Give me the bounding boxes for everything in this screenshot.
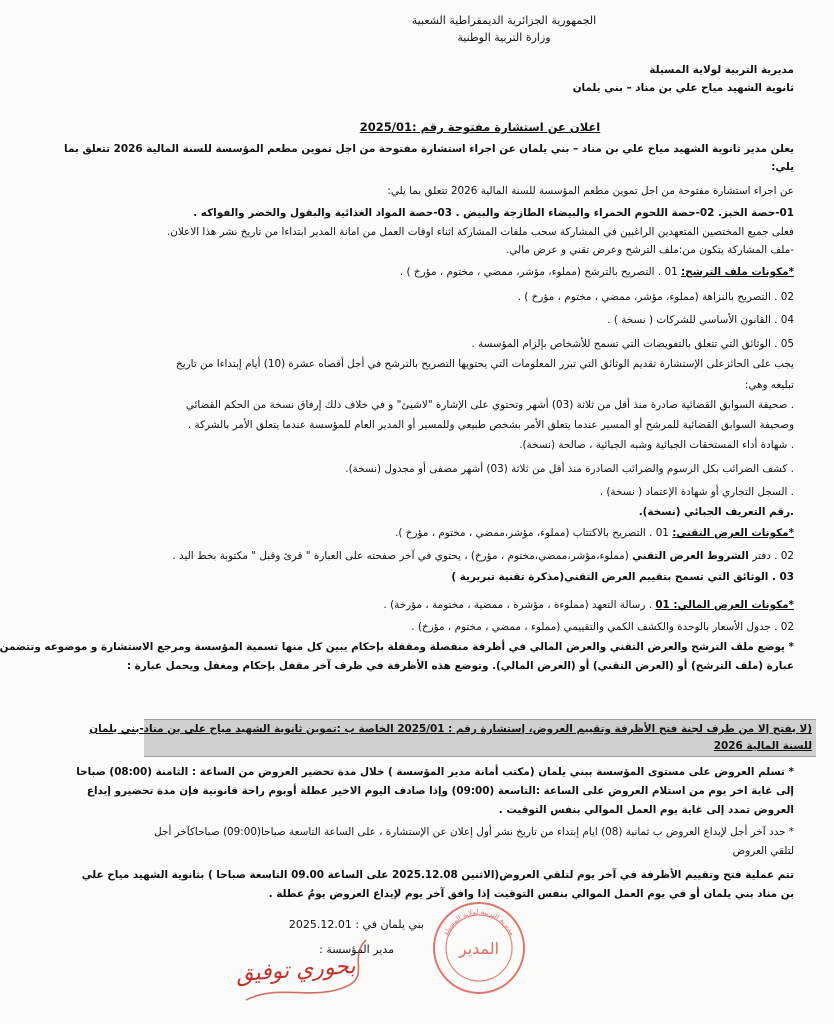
receive-line-2: إلى غاية اخر يوم من استلام العروض على الساعة :التاسعة (09:00) وإذا صادف اليوم الاخير عطلة أوبوم راحة قانونية فإن مدة تحضيرو إيداع bbox=[86, 785, 794, 797]
stamp-ring-text: مديرية التربية لولاية المسيلة bbox=[441, 907, 517, 937]
envelope-line-2: عبارة (ملف الترشح) أو (العرض التقني) أو (العرض المالي). وتوضع هذه الأظرفة في ظرف آخر مقفل بإحكام ومغفل ويحمل عبارة : bbox=[126, 660, 794, 672]
file-consists-line: -ملف المشاركة يتكون من:ملف الترشح وعرض تقني و عرض مالي. bbox=[506, 244, 794, 256]
candidacy-item-01: 01 . التصريح بالترشح (مملوء، مؤشر، ممضي ، مختوم ، مؤرخ ) . bbox=[399, 266, 678, 278]
financial-heading: *مكونات العرض المالي: 01 bbox=[655, 599, 794, 611]
candidacy-item-04: 04 . القانون الأساسي للشركات ( نسخة ) . bbox=[607, 314, 794, 326]
announcement-title: اعلان عن استشارة مفتوحة رقم :2025/01 bbox=[359, 120, 601, 134]
technical-items-1 bbox=[146, 526, 794, 541]
technical-item-02 bbox=[146, 549, 794, 564]
envelope-line-1: * يوضع ملف الترشح والعرض التقني والعرض المالي في أظرفة منفصلة ومقفلة بإحكام يبين كل منها تسمية المؤسسة ومرجع الاستشارة و موضوعه وتتضمن bbox=[0, 641, 794, 653]
doc-line-1: . صحيفة السوابق القضائية صادرة منذ أقل من ثلاثة (03) أشهر وتحتوي على الإشارة "لاشيئ" و في خلاف ذلك إرفاق نسخة من الحكم القضائي bbox=[185, 399, 794, 411]
receive-line-1: * تسلم العروض على مستوى المؤسسة ببني يلمان (مكتب أمانة مدير المؤسسة ) خلال مدة تحضير العروض من الساعة : الثامنة (08:00) صباحا bbox=[76, 766, 794, 778]
opening-line-1: تتم عملية فتح وتقييم الأظرفة في آخر يوم لتلقي العروض(الاثنين 2025.12.08 على الساعة 09.00 التاسعة صباحا ) بثانوية الشهيد مياح علي bbox=[81, 869, 794, 881]
school-line: ثانوية الشهيد مياح علي بن مناد – بني يلمان bbox=[572, 82, 794, 94]
doc-line-2: وصحيفة السوابق القضائية للمرشح أو المسير عندما يتعلق الأمر بشخص طبيعي وللمسير أو المدير العام للمؤسسة عندما يتعلق الأمر بالشركة . bbox=[187, 419, 794, 431]
directorate-line: مديرية التربية لولاية المسيلة bbox=[649, 64, 794, 76]
technical-item-03: 03 . الوثائق التي تسمح بتقييم العرض التقني(مذكرة تقنية تبريرية ) bbox=[451, 571, 794, 583]
intro-line-2: يلي: bbox=[771, 161, 794, 173]
doc-line-4: . كشف الضرائب بكل الرسوم والضرائب الصادرة منذ أقل من ثلاثة (03) أشهر مصفى أو مجدول (نسخة). bbox=[345, 463, 794, 475]
doc-line-3: . شهادة أداء المستحقات الجبائية وشبه الجبائية ، صالحة (نسخة). bbox=[519, 439, 794, 451]
technical-item-02-bold: الشروط العرض التقني bbox=[632, 550, 753, 562]
financial-item-02: 02 . جدول الأسعار بالوحدة والكشف الكمي والتقييمي (مملوء ، ممضي ، مختوم ، مؤرخ) . bbox=[411, 621, 794, 633]
handwritten-signature: بحوري توفيق bbox=[235, 953, 357, 988]
financial-item-01: . رسالة التعهد (مملوءة ، مؤشرة ، ممضية ، مختومة ، مؤرخة) . bbox=[383, 599, 653, 611]
deadline-line-1: * حدد آخر أجل لإيداع العروض ب ثمانية (08) ايام إبتداء من تاريخ نشر أول إعلان عن الإستشارة ، على الساعة التاسعة صباحا(09:00) صباحاكآخر أجل bbox=[154, 826, 794, 838]
invite-line: فعلى جميع المختصين المتعهدين الراغبين في المشاركة سحب ملفات المشاركة اثناء اوقات العمل من امانة المدير ابتداءا من تاريخ نشر هذا الاعلان. bbox=[166, 226, 794, 238]
lots-line: 01-حصة الخبز. 02-حصة اللحوم الحمراء والبيضاء الطازجة والبيض . 03-حصة المواد الغذائية والبقول والخضر والفواكه . bbox=[193, 207, 794, 219]
must-line-2: تبليغه وهي: bbox=[744, 379, 794, 391]
opening-line-2: بن مناد بني يلمان أو في يوم العمل الموالي بنفس التوقيت إذا وافق آخر يوم لإيداع العروض يومٌ عطلة . bbox=[268, 888, 794, 900]
candidacy-item-02: 02 . التصريح بالنزاهة (مملوء، مؤشر، ممضي ، مختوم ، مؤرخ ) . bbox=[517, 291, 794, 303]
technical-heading: *مكونات العرض التقني: bbox=[672, 527, 794, 539]
stamp-center-text: المدير bbox=[458, 939, 500, 958]
doc-line-5: . السجل التجاري أو شهادة الإعتماد ( نسخة) . bbox=[599, 486, 794, 498]
technical-item-02-rest: (مملوء،مؤشر،ممضي،مختوم ، مؤرخ) ، يحتوي في آخر صفحته على العبارة " قرئ وقبل " مكتوبة بخط اليد . bbox=[172, 550, 633, 562]
candidacy-heading: *مكونات ملف الترشح: bbox=[681, 266, 794, 278]
deadline-line-2: لتلقي العروض bbox=[732, 845, 794, 857]
intro-line-1: يعلن مدير ثانوية الشهيد مياح علي بن مناد – بني يلمان عن اجراء استشارة مفتوحة من اجل تموين مطعم المؤسسة للسنة المالية 2026 تتعلق بما bbox=[64, 143, 794, 155]
technical-item-01: 01 . التصريح بالاكتتاب (مملوء، مؤشر،ممضي ، مختوم ، مؤرخ ). bbox=[395, 527, 669, 539]
technical-item-02-prefix: 02 . دفتر bbox=[752, 550, 794, 562]
box-line-1: (لا يفتح إلا من طرف لجنة فتح الأظرفة وتقييم العروض، إستشارة رقم : 2025/01 الخاصة ب :تموين ثانوية الشهيد مياح علي بن مناد-بني يلمان bbox=[89, 723, 812, 735]
receive-line-3: العروض تمدد إلى غاية يوم العمل الموالي بنفس التوقيت . bbox=[498, 804, 794, 816]
header-block bbox=[374, 12, 634, 46]
candidacy-item-05: 05 . الوثائق التي تتعلق بالتفويضات التي تسمح للأشخاص بإلزام المؤسسة . bbox=[471, 338, 794, 350]
ministry-line: وزارة التربية الوطنية bbox=[457, 31, 551, 44]
republic-line: الجمهورية الجزائرية الديمقراطية الشعبية bbox=[411, 14, 597, 27]
financial-items-1 bbox=[146, 598, 794, 613]
must-line-1: يجب على الحائزعلى الإستشارة تقديم الوثائق التي تبرر المعلومات التي يحتويها التصريح بالترشح في أجل أقصاه عشرة (10) أيام إبتداءا من تاريخ bbox=[176, 358, 794, 370]
box-line-2: للسنة المالية 2026 bbox=[713, 740, 812, 752]
envelope-label-box bbox=[89, 719, 816, 757]
director-label: مدير المؤسسة : bbox=[319, 943, 394, 956]
doc-line-6: .رقم التعريف الجبائي (نسخة). bbox=[638, 506, 794, 518]
official-stamp bbox=[431, 900, 527, 996]
intro-line-3: عن اجراء استشارة مفتوحة من اجل تموين مطعم المؤسسة للسنة المالية 2026 تتعلق بما يلي: bbox=[387, 185, 794, 197]
place-date: بني يلمان في : 2025.12.01 bbox=[288, 918, 424, 931]
candidacy-items-1 bbox=[146, 265, 794, 280]
